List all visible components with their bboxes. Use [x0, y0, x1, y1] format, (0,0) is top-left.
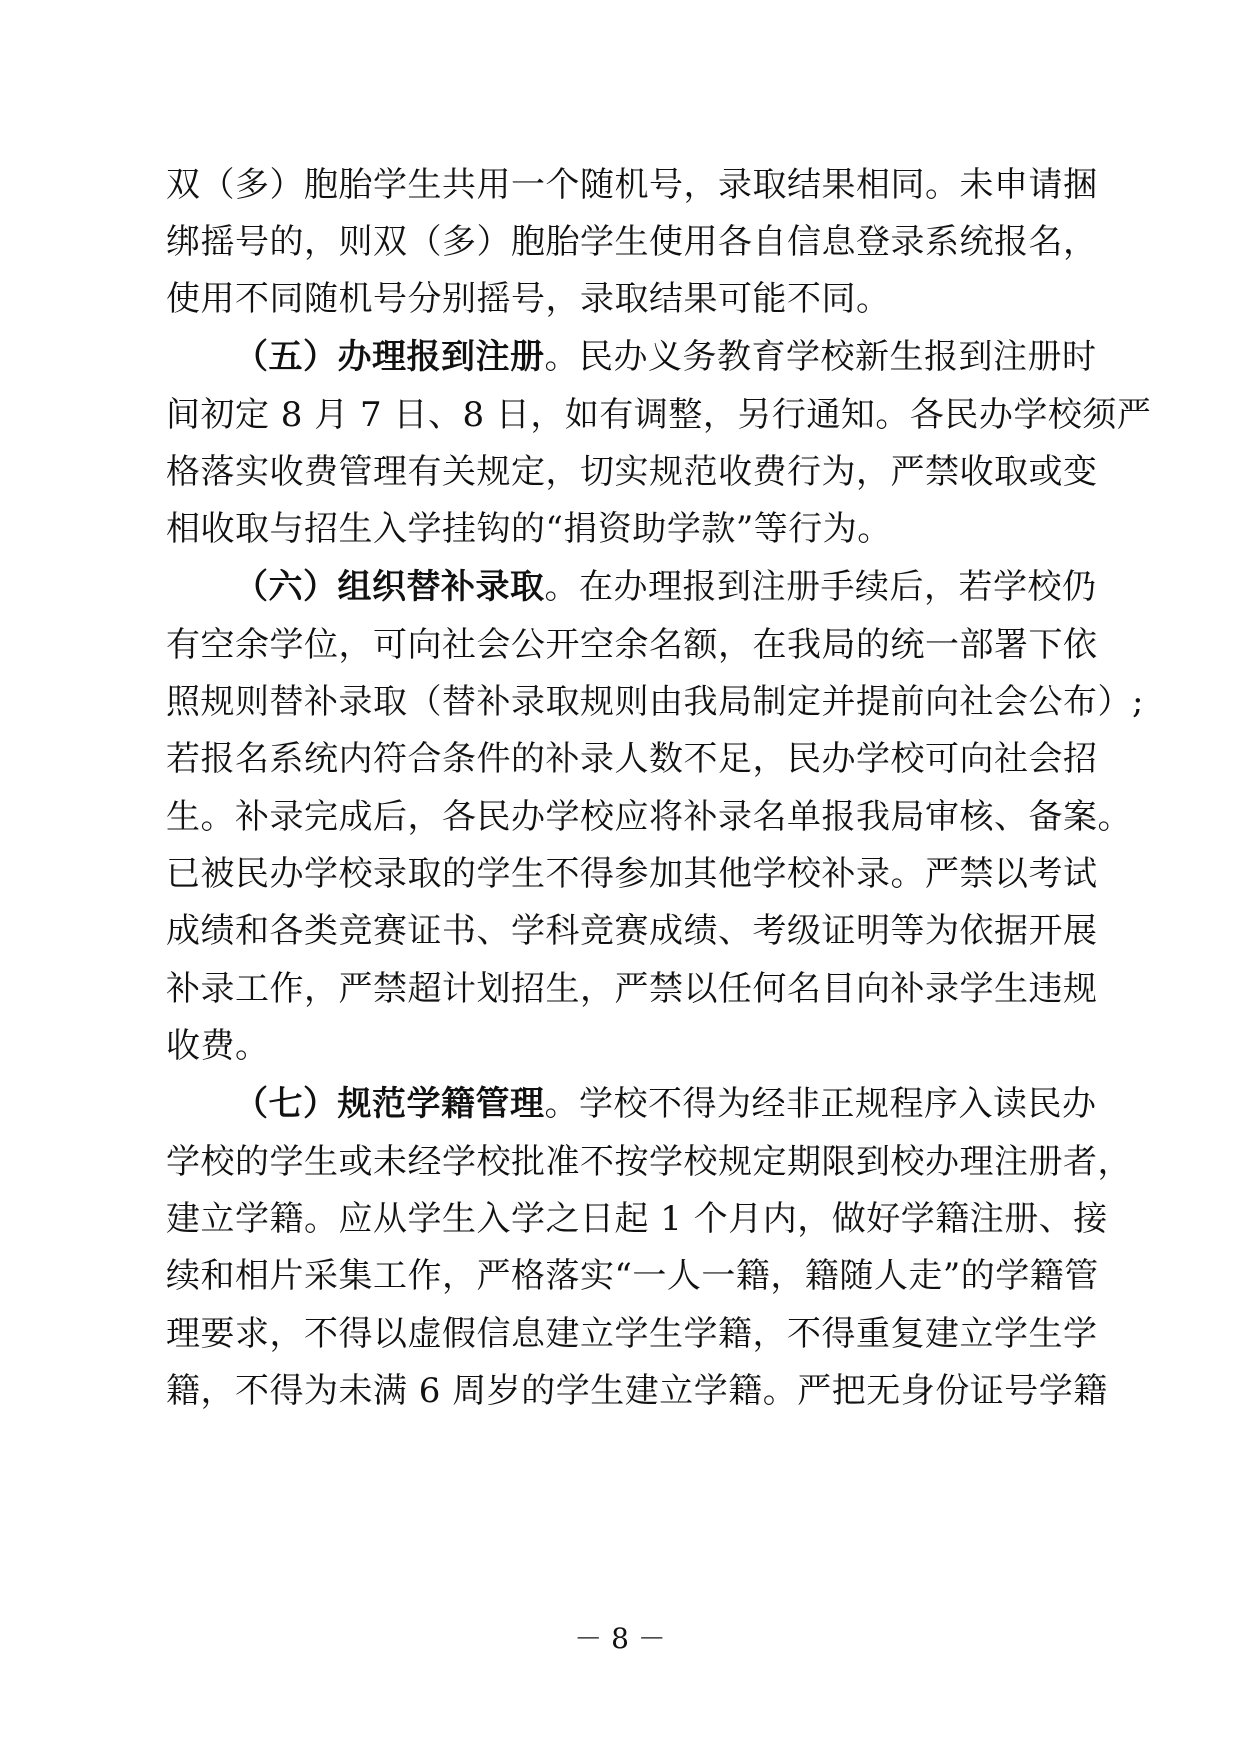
p4-line-1 [234, 1084, 1097, 1124]
p2-line-4: 相收取与招生入学挂钩的“捐资助学款”等行为。 [166, 509, 892, 549]
p1-line-1: 双（多）胞胎学生共用一个随机号，录取结果相同。未申请捆 [166, 165, 1098, 205]
section-heading-7: （七）规范学籍管理 [234, 1084, 545, 1124]
p3-line-2: 有空余学位，可向社会公开空余名额，在我局的统一部署下依 [166, 625, 1098, 665]
p4-line-5: 理要求，不得以虚假信息建立学生学籍，不得重复建立学生学 [166, 1314, 1098, 1354]
p4-line-2: 学校的学生或未经学校批准不按学校规定期限到校办理注册者， [166, 1142, 1132, 1182]
p1-line-2: 绑摇号的，则双（多）胞胎学生使用各自信息登录系统报名， [166, 222, 1098, 262]
p4-line-1-text: 。学校不得为经非正规程序入读民办 [544, 1084, 1097, 1124]
p3-line-8: 补录工作，严禁超计划招生，严禁以任何名目向补录学生违规 [166, 969, 1098, 1009]
p2-line-1-text: 。民办义务教育学校新生报到注册时 [544, 337, 1097, 377]
p3-line-5: 生。补录完成后，各民办学校应将补录名单报我局审核、备案。 [166, 797, 1132, 837]
section-heading-5: （五）办理报到注册 [234, 337, 545, 377]
p3-line-3: 照规则替补录取（替补录取规则由我局制定并提前向社会公布）; [166, 682, 1144, 722]
p2-line-2: 间初定 8 月 7 日、8 日，如有调整，另行通知。各民办学校须严 [166, 395, 1152, 435]
p3-line-1 [234, 567, 1097, 607]
p1-line-3: 使用不同随机号分别摇号，录取结果可能不同。 [166, 279, 891, 319]
p3-line-6: 已被民办学校录取的学生不得参加其他学校补录。严禁以考试 [166, 854, 1098, 894]
p3-line-4: 若报名系统内符合条件的补录人数不足，民办学校可向社会招 [166, 739, 1098, 779]
p2-line-1 [234, 337, 1097, 377]
page-number: － 8 － [574, 1622, 666, 1655]
p3-line-7: 成绩和各类竞赛证书、学科竞赛成绩、考级证明等为依据开展 [166, 911, 1098, 951]
p4-line-4: 续和相片采集工作，严格落实“一人一籍，籍随人走”的学籍管 [166, 1256, 1099, 1296]
section-heading-6: （六）组织替补录取 [234, 567, 545, 607]
p3-line-9: 收费。 [166, 1026, 270, 1066]
p3-line-1-text: 。在办理报到注册手续后，若学校仍 [544, 567, 1097, 607]
p2-line-3: 格落实收费管理有关规定，切实规范收费行为，严禁收取或变 [166, 452, 1098, 492]
p4-line-3: 建立学籍。应从学生入学之日起 1 个月内，做好学籍注册、接 [166, 1199, 1108, 1239]
p4-line-6: 籍，不得为未满 6 周岁的学生建立学籍。严把无身份证号学籍 [166, 1371, 1108, 1411]
